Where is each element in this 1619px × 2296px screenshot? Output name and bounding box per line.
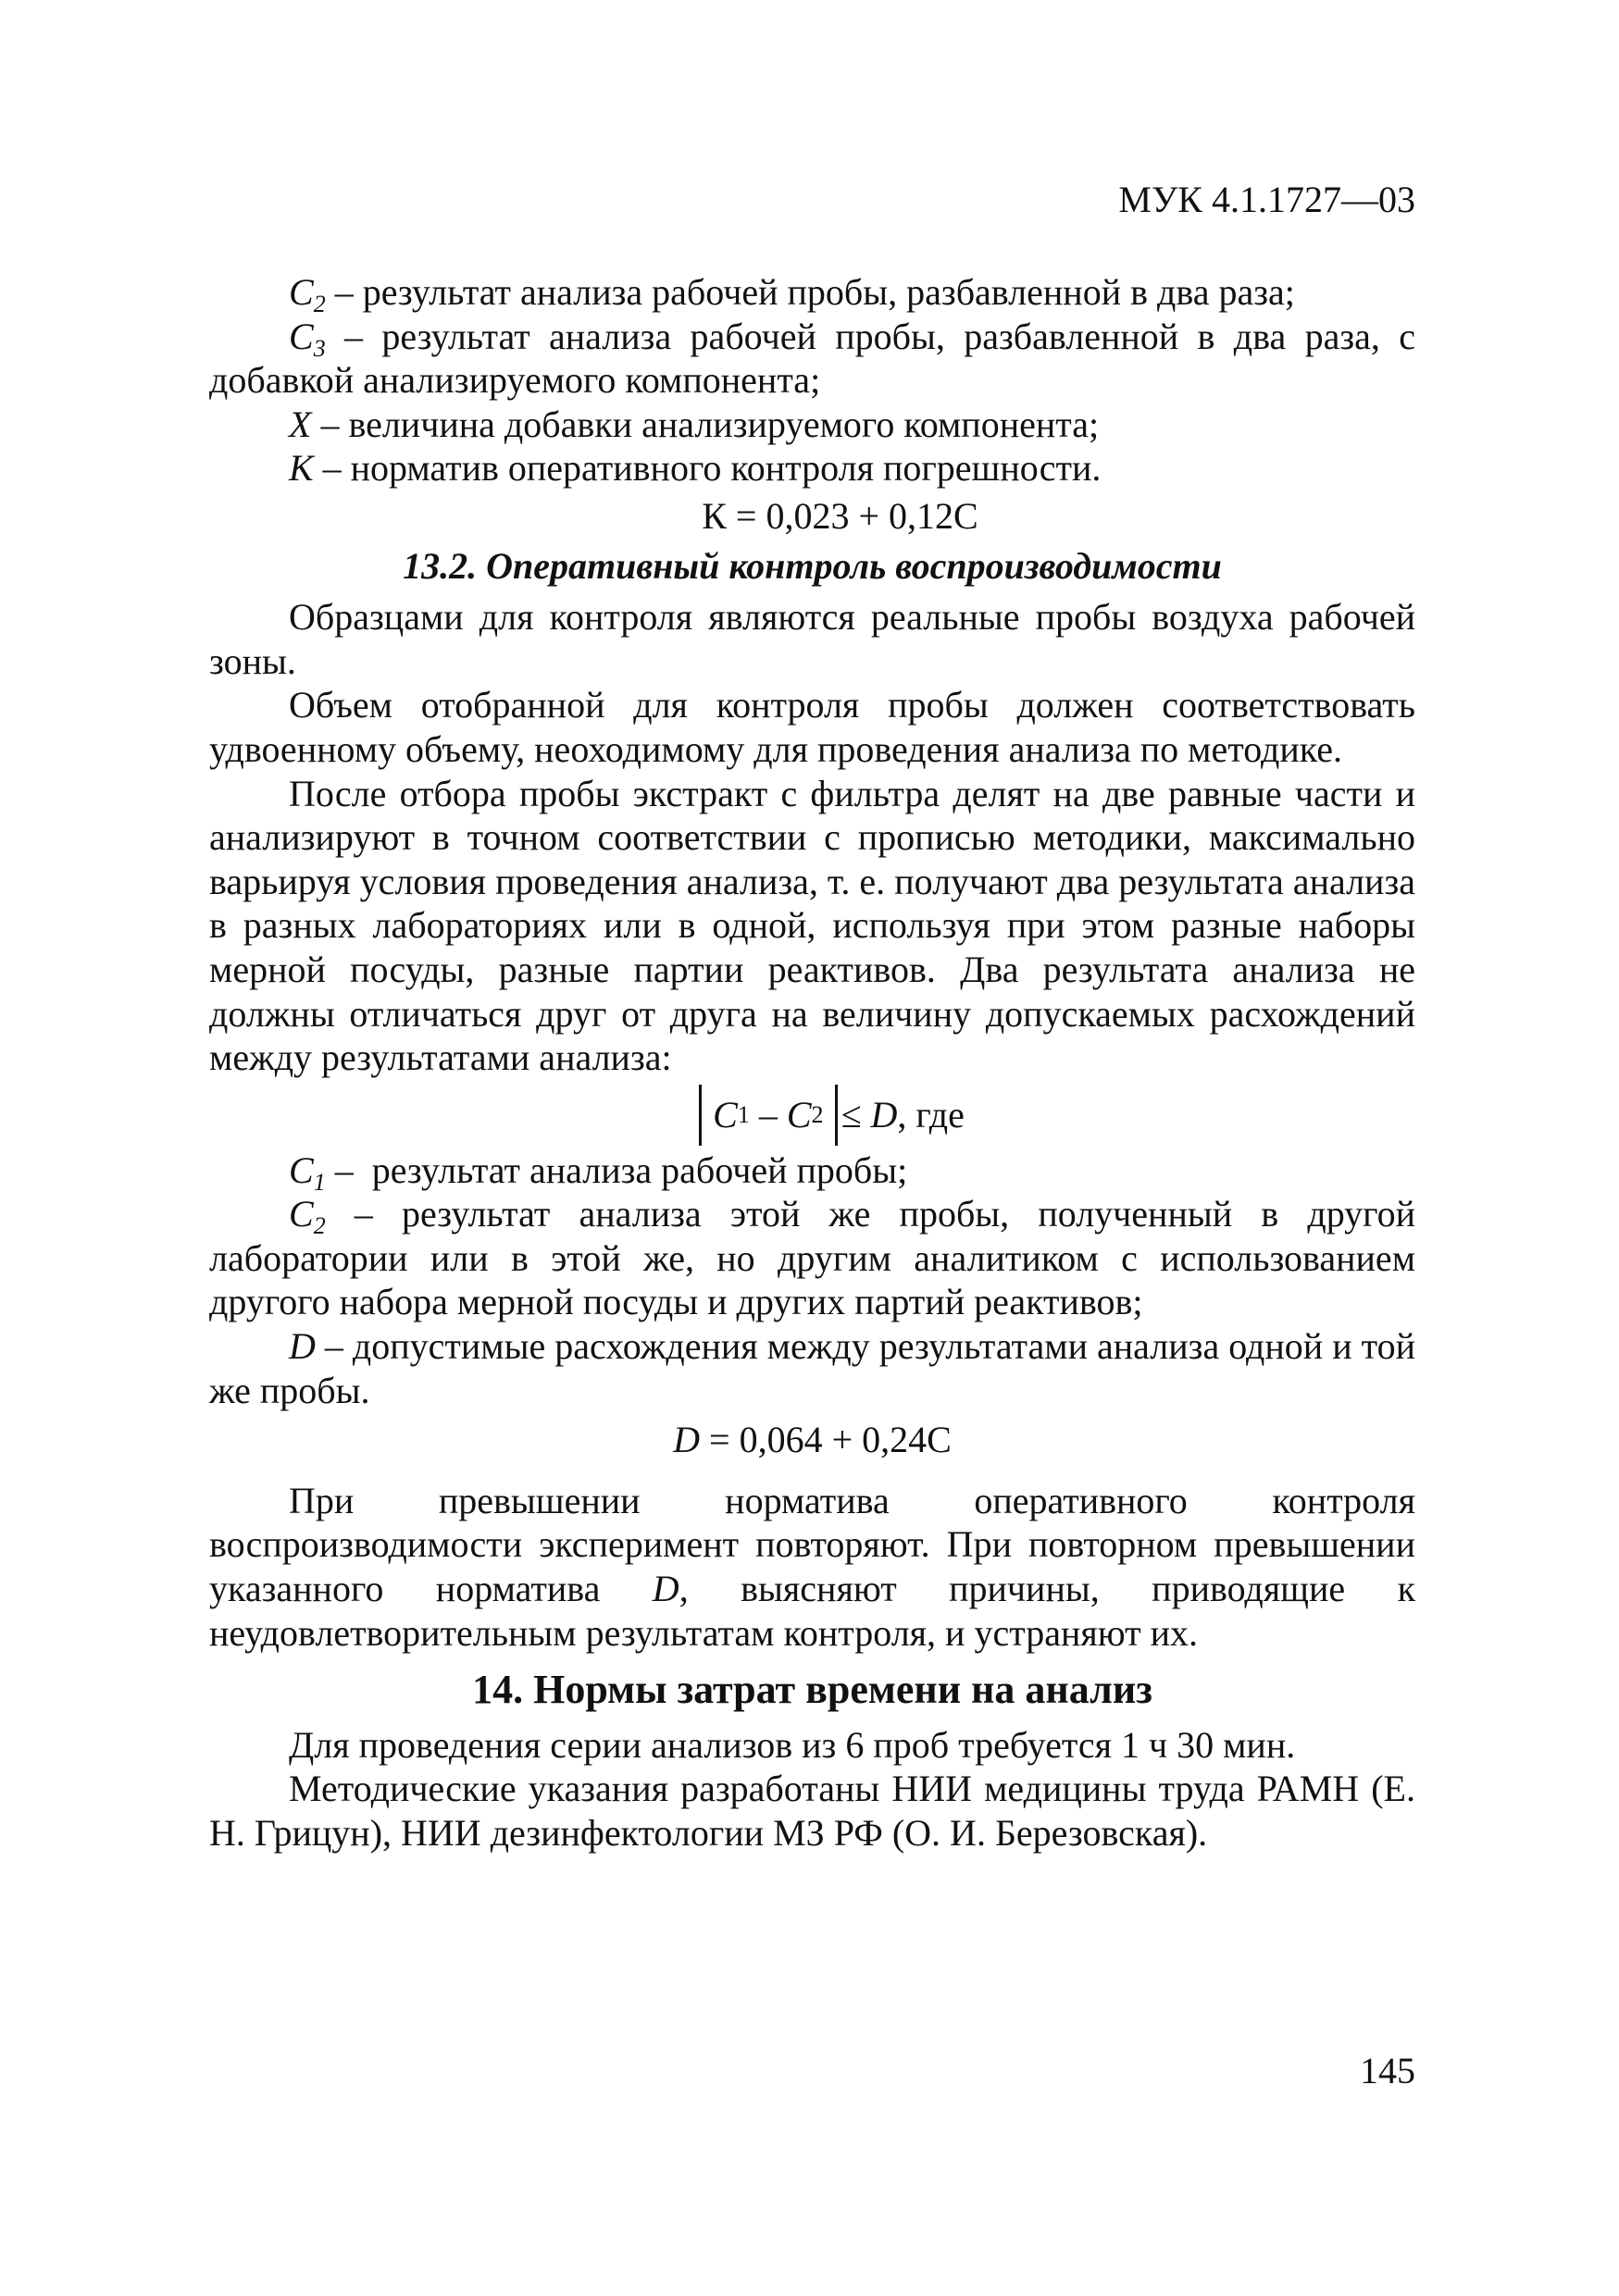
page-body [209,270,1415,1855]
symbol-c: C [289,315,314,357]
minus-sign: – [749,1093,787,1136]
definition-text: – величина добавки анализируемого компонента; [311,403,1100,445]
definition-text: – результат анализа рабочей пробы, разбавленной в два раза; [325,271,1295,313]
symbol-c: C [289,1193,314,1235]
inequality-tail: , где [897,1093,965,1136]
definition-c3 [209,315,1415,403]
abs-bar-left [699,1085,702,1146]
paragraph: Методические указания разработаны НИИ медицины труда РАМН (Е. Н. Грицун), НИИ дезинфектологии МЗ РФ (О. И. Березовская). [209,1768,1415,1854]
document-page [209,0,1415,2296]
document-code: МУК 4.1.1727—03 [1118,179,1415,220]
le-d: ≤ D [841,1093,898,1136]
definition-text: – результат анализа рабочей пробы; [325,1148,908,1191]
paragraph: После отбора пробы экстракт с фильтра делят на две равные части и анализируют в точном соответствии с прописью методики, максимально варьируя условия проведения анализа, т. е. получают два результата анализа в разных лабораториях или в одной, используя при этом разные наборы мерной посуды, разные партии реактивов. Два результата анализа не должны отличаться друг от друга на величину допускаемых расхождений между результатами анализа: [209,772,1415,1079]
formula-d-rest: = 0,064 + 0,24C [700,1419,952,1461]
symbol-x: X [289,403,312,445]
symbol-d: D [289,1325,316,1368]
abs-bar-right [835,1085,838,1146]
definition-d [209,1324,1415,1412]
definition-text: – норматив оперативного контроля погрешности. [313,447,1102,490]
subscript: 2 [313,1212,326,1240]
definition-c1 [209,1148,1415,1196]
definition-text: – допустимые расхождения между результатами анализа одной и той же пробы. [209,1325,1415,1411]
symbol-c: C [713,1093,738,1136]
definition-c2-repro [209,1192,1415,1324]
definition-text: – результат анализа этой же пробы, полученный в другой лаборатории или в этой же, но другим аналитиком с использованием другого набора мерной посуды и других партий реактивов; [209,1193,1415,1323]
text-part: , выясняют причины, приводящие к неудовлетворительным результатам контроля, и устраняют их. [209,1568,1416,1654]
symbol-d: D [652,1568,679,1610]
subscript: 3 [313,334,326,362]
section-heading-14: 14. Нормы затрат времени на анализ [472,1667,1152,1713]
symbol-c: C [289,271,314,313]
text-part: При превышении норматива оперативного контроля воспроизводимости эксперимент повторяют. При повторном превышении указанного норматива [209,1479,1415,1610]
paragraph: Образцами для контроля являются реальные пробы воздуха рабочей зоны. [209,596,1415,682]
symbol-c: C [289,1148,314,1191]
definition-text: – результат анализа рабочей пробы, разбавленной в два раза, с добавкой анализируемого компонента; [209,315,1415,402]
formula-d [209,1418,1415,1462]
symbol-d: D [673,1419,701,1461]
paragraph: Для проведения серии анализов из 6 проб требуется 1 ч 30 мин. [289,1723,1296,1766]
section-heading-13-2: 13.2. Оперативный контроль воспроизводимости [403,544,1222,587]
symbol-c: C [786,1093,812,1136]
symbol-k: К [289,447,314,490]
definition-x [209,403,1415,447]
subscript: 1 [313,1168,326,1196]
page-number: 145 [1360,2050,1415,2091]
definition-c2 [209,270,1415,315]
subscript: 2 [313,291,326,317]
exceed-paragraph [209,1479,1415,1655]
definition-k [209,446,1415,490]
formula-k: К = 0,023 + 0,12C [702,494,978,537]
paragraph: Объем отобранной для контроля пробы должен соответствовать удвоенному объему, неоходимому для проведения анализа по методике. [209,684,1415,770]
inequality-formula: C 1 – C 2 ≤ D , где [209,1082,1415,1148]
